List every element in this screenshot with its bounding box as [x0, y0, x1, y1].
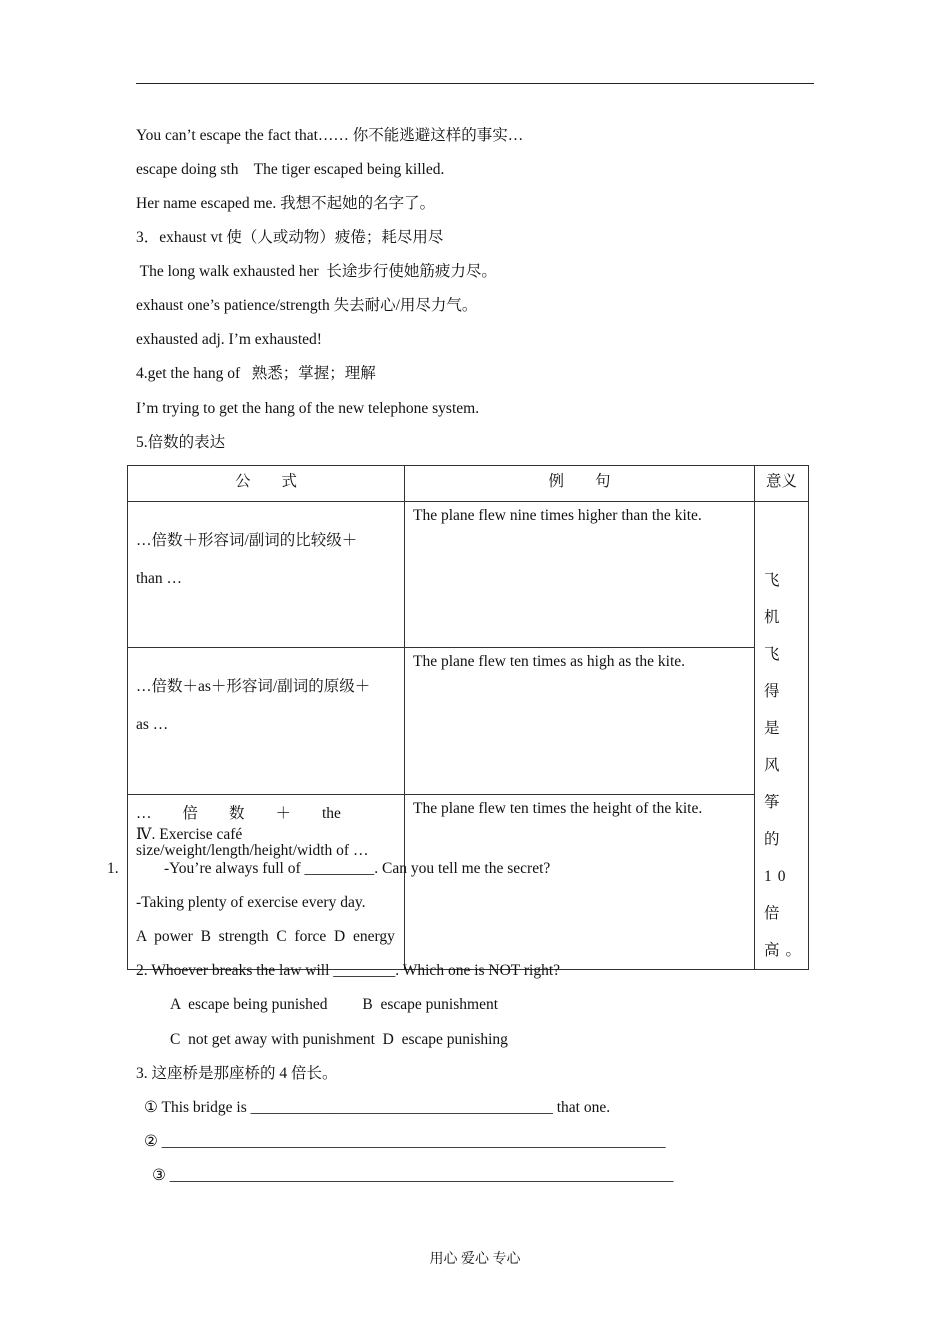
formula-line: …倍数＋as＋形容词/副词的原级＋	[136, 678, 371, 696]
text-line-exhaust-patience: exhaust one’s patience/strength 失去耐心/用尽力气。	[136, 297, 478, 314]
question-1-text: -You’re always full of _________. Can you tell me the secret?	[164, 860, 551, 877]
meaning-line: 倍	[764, 905, 786, 922]
example-sentence: The plane flew ten times as high as the kite.	[413, 653, 686, 671]
header-rule	[136, 83, 814, 84]
meaning-cell	[755, 502, 809, 970]
example-sentence: The plane flew nine times higher than the kite.	[413, 507, 702, 524]
example-cell	[405, 648, 755, 794]
question-number: 1.	[107, 860, 119, 877]
question-1-answer: -Taking plenty of exercise every day.	[136, 894, 366, 911]
example-cell	[405, 794, 755, 970]
header-formula: 公 式	[128, 466, 405, 502]
formula-line: size/weight/length/height/width of …	[136, 841, 369, 859]
example-sentence: The plane flew ten times the height of the kite.	[413, 799, 703, 817]
question-1-options: A power B strength C force D energy	[136, 928, 395, 945]
question-3-text: 3. 这座桥是那座桥的 4 倍长。	[136, 1065, 338, 1082]
exercise-heading: Ⅳ. Exercise café	[136, 826, 243, 843]
meaning-line: 是风	[764, 720, 786, 774]
question-3-blank-3: ③ _________________________________________________________________	[152, 1167, 674, 1184]
meaning-line: 10	[764, 868, 792, 885]
question-2-text: 2. Whoever breaks the law will ________. Which one is NOT right?	[136, 962, 561, 979]
meaning-line: 筝的	[764, 794, 786, 848]
text-line-multiples-heading: 5.倍数的表达	[136, 434, 226, 451]
question-3-blank-2: ② _________________________________________________________________	[144, 1133, 666, 1150]
question-3-blank-1: ① This bridge is _______________________________________ that one.	[144, 1099, 611, 1116]
text-line-long-walk: The long walk exhausted her 长途步行使她筋疲力尽。	[136, 263, 497, 280]
text-line-escape-doing: escape doing sth The tiger escaped being killed.	[136, 161, 445, 178]
meaning-line: 飞机	[764, 572, 786, 626]
text-line-telephone-system: I’m trying to get the hang of the new telephone system.	[136, 400, 480, 417]
text-line-escape-fact: You can’t escape the fact that…… 你不能逃避这样的事实…	[136, 127, 524, 144]
table-row	[128, 648, 809, 794]
text-line-exhausted-adj: exhausted adj. I’m exhausted!	[136, 331, 322, 348]
formula-cell	[128, 502, 405, 648]
formula-cell	[128, 648, 405, 794]
formula-line: than …	[136, 570, 183, 587]
text-line-name-escaped: Her name escaped me. 我想不起她的名字了。	[136, 195, 436, 212]
question-2-options-cd: C not get away with punishment D escape punishing	[170, 1031, 508, 1048]
formula-line: …倍数＋形容词/副词的比较级＋	[136, 532, 358, 549]
header-example: 例 句	[405, 466, 755, 502]
formula-line: … 倍 数 ＋ the	[136, 804, 341, 822]
meaning-line: 高。	[764, 942, 808, 959]
table-row	[128, 502, 809, 648]
table-header-row	[128, 466, 809, 502]
page-footer: 用心 爱心 专心	[429, 1252, 521, 1267]
formula-line: as …	[136, 716, 169, 734]
header-meaning: 意义	[755, 466, 809, 502]
text-line-get-the-hang: 4.get the hang of 熟悉；掌握；理解	[136, 365, 376, 382]
question-2-options-ab: A escape being punished B escape punishment	[170, 996, 499, 1013]
meaning-line: 飞得	[764, 646, 786, 700]
example-cell	[405, 502, 755, 648]
text-line-exhaust-heading: 3．exhaust vt 使（人或动物）疲倦；耗尽用尽	[136, 229, 444, 246]
